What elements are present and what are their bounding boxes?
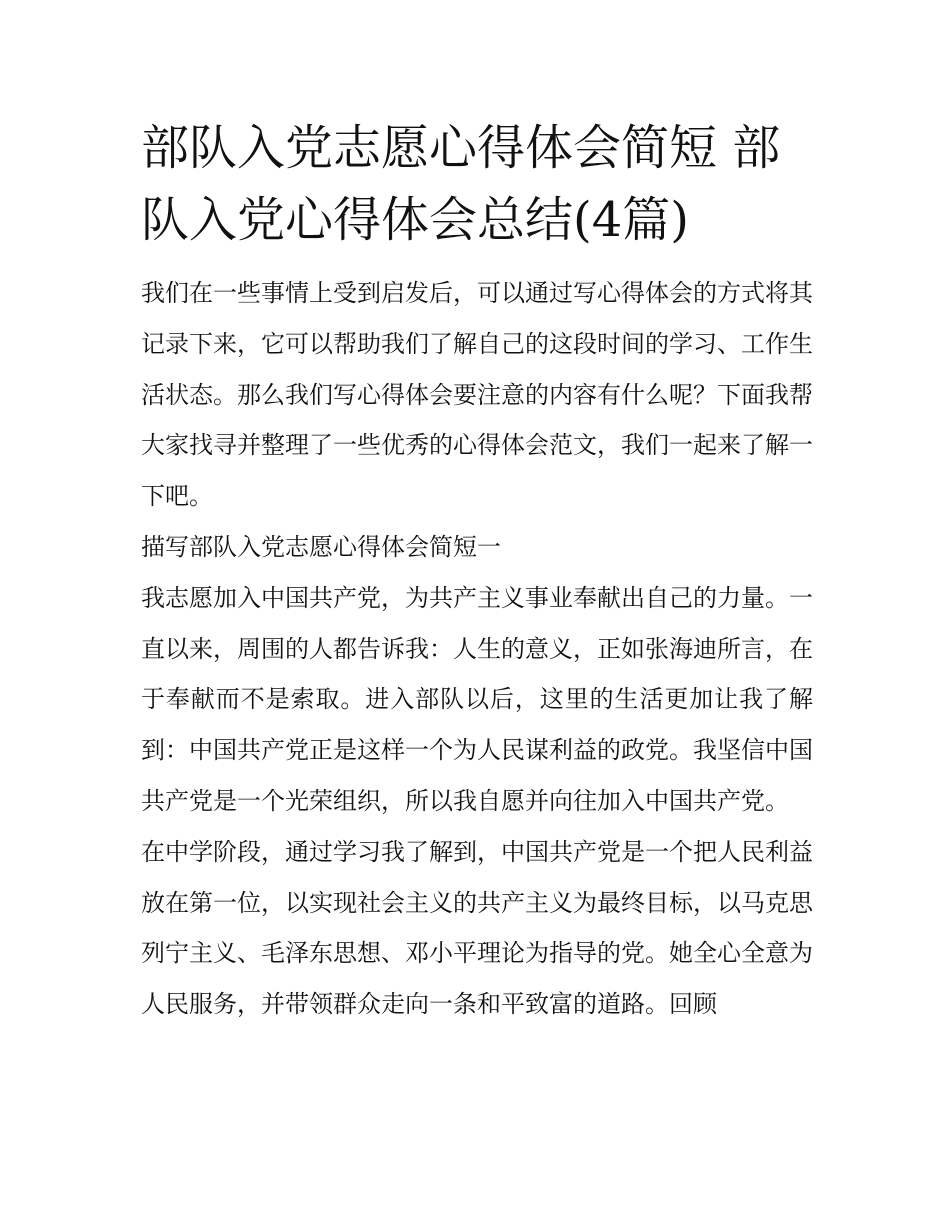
body-paragraph-1: 我志愿加入中国共产党，为共产主义事业奉献出自己的力量。一直以来，周围的人都告诉我：人生的意义，正如张海迪所言，在于奉献而不是索取。进入部队以后，这里的生活更加让我了解到：中国共产党正是这样一个为人民谋利益的政党。我坚信中国共产党是一个光荣组织，所以我自愿并向往加入中国共产党。 bbox=[141, 583, 813, 815]
document-page bbox=[141, 112, 813, 1030]
body-paragraph-2: 在中学阶段，通过学习我了解到，中国共产党是一个把人民利益放在第一位，以实现社会主义的共产主义为最终目标，以马克思列宁主义、毛泽东思想、邓小平理论为指导的党。她全心全意为人民服务，并带领群众走向一条和平致富的道路。回顾 bbox=[141, 837, 813, 1019]
document-title: 部队入党志愿心得体会简短 部队入党心得体会总结(4篇) bbox=[141, 120, 781, 248]
intro-paragraph: 我们在一些事情上受到启发后，可以通过写心得体会的方式将其记录下来，它可以帮助我们了解自己的这段时间的学习、工作生活状态。那么我们写心得体会要注意的内容有什么呢？下面我帮大家找寻并整理了一些优秀的心得体会范文，我们一起来了解一下吧。 bbox=[141, 279, 813, 511]
section-heading: 描写部队入党志愿心得体会简短一 bbox=[141, 532, 501, 561]
